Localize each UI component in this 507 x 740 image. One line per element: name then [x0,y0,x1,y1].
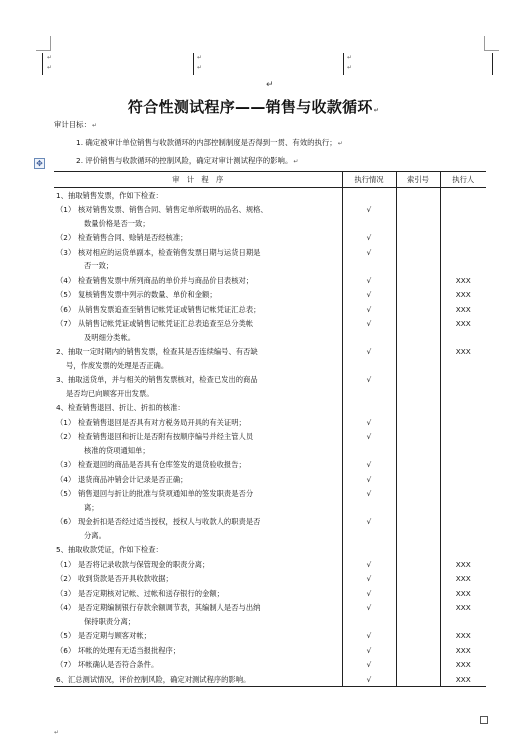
procedure-number: （5） [56,631,76,640]
procedure-line: 数量价格是否一致； [84,218,150,228]
procedure-line: 6、汇总测试情况，评价控制风险，确定对测试程序的影响。 [56,674,251,684]
paragraph-mark: ↵ [91,122,97,129]
executor-cell: XXX [440,586,486,601]
table-row [54,187,486,202]
procedure-line: 离； [84,502,99,512]
executor-cell: XXX [440,628,486,643]
executor-cell [440,400,486,415]
procedure-line [56,629,340,643]
table-row [54,557,486,572]
table-row [54,643,486,658]
audit-procedure-table [54,171,486,687]
procedure-number: （7） [56,319,76,328]
procedure-line [56,274,340,288]
table-row [54,429,486,457]
procedure-line: 及明细分类帐。 [84,332,136,342]
procedure-number: （3） [56,460,76,469]
index-cell [396,657,440,672]
executor-cell [440,187,486,202]
procedure-line [56,658,340,672]
execution-cell: √ [342,316,396,344]
procedure-cell [54,372,342,400]
execution-cell: √ [342,628,396,643]
header-execution: 执行情况 [342,172,396,188]
procedure-line [56,601,340,615]
audit-goal-1 [76,137,343,148]
procedure-number: （6） [56,517,76,526]
procedure-cell [54,486,342,514]
executor-cell [440,202,486,230]
execution-cell: √ [342,643,396,658]
procedure-text: 从销售记帐凭证或销售记帐凭证汇总表追查至总分类帐 [78,319,254,328]
execution-cell: √ [342,344,396,372]
index-cell [396,245,440,273]
procedure-line [56,515,340,529]
execution-cell [342,187,396,202]
executor-cell: XXX [440,557,486,572]
executor-cell [440,486,486,514]
procedure-cell [54,187,342,202]
procedure-cell [54,557,342,572]
table-row [54,571,486,586]
procedure-cell [54,400,342,415]
executor-cell: XXX [440,672,486,687]
procedure-line [56,317,340,331]
execution-cell: √ [342,557,396,572]
procedure-cell [54,344,342,372]
table-row [54,316,486,344]
index-cell [396,202,440,230]
cell-mark: ↵ [197,54,203,61]
procedure-number: （4） [56,275,76,285]
table-header-row [54,172,486,188]
procedure-number: （2） [56,233,76,242]
executor-cell: XXX [440,657,486,672]
table-row [54,202,486,230]
index-cell [396,316,440,344]
executor-cell [440,542,486,557]
procedure-text: 检查销售退回是否具有对方税务局开具的有关证明； [78,417,246,427]
procedure-cell [54,514,342,542]
audit-goal-label [54,119,97,130]
index-cell [396,586,440,601]
table-row [54,372,486,400]
table-row [54,628,486,643]
index-cell [396,302,440,317]
procedure-line [56,288,340,302]
procedure-text: 检查销售合同、赊销是否经核准； [78,233,188,242]
executor-cell: XXX [440,643,486,658]
procedure-number: （3） [56,588,76,598]
procedure-line [56,246,340,260]
procedure-number: （2） [56,574,76,583]
cell-mark: ↵ [197,64,203,71]
procedure-number: （5） [56,290,76,299]
procedure-text: 收到货款是否开具收款收据； [78,574,173,583]
audit-goal-2-text: 2. 评价销售与收款循环的控制风险，确定对审计测试程序的影响。 [76,156,293,165]
audit-goal-2 [76,155,298,166]
executor-cell [440,472,486,487]
table-row [54,486,486,514]
procedure-text: 坏帐确认是否符合条件。 [78,660,159,669]
index-cell [396,400,440,415]
index-cell [396,628,440,643]
procedure-text: 核对相应的运货单副本，检查销售发票日期与运货日期是 [78,247,261,257]
index-cell [396,472,440,487]
execution-cell: √ [342,472,396,487]
table-row [54,415,486,430]
execution-cell: √ [342,273,396,288]
index-cell [396,372,440,400]
header-divider [343,53,344,75]
table-row [54,287,486,302]
procedure-text: 从销售发票追查至销售记帐凭证或销售记帐凭证汇总表； [78,304,261,314]
procedure-cell [54,657,342,672]
procedure-line: 是否均已向顾客开出发票。 [66,388,154,398]
procedure-line: 保持职责分离； [84,616,136,626]
procedure-text: 退货商品冲销会计记录是否正确； [78,474,188,484]
procedure-text: 复核销售发票中列示的数量、单价和金额； [78,290,217,299]
procedure-line: 核准的贷项通知单； [84,445,150,455]
paragraph-mark: ↵ [54,729,60,736]
procedure-cell [54,429,342,457]
execution-cell [342,542,396,557]
procedure-cell [54,302,342,317]
procedure-cell [54,202,342,230]
procedure-text: 现金折扣是否经过适当授权，授权人与收款人的职责是否 [78,517,261,526]
procedure-line: 2、抽取一定时期内的销售发票，检查其是否连续编号、有否缺 [56,347,258,356]
execution-cell: √ [342,672,396,687]
table-row [54,457,486,472]
execution-cell: √ [342,245,396,273]
procedure-text: 检查退回的商品是否具有仓库签发的退货验收报告； [78,460,246,469]
procedure-line [56,416,340,430]
procedure-line: 否一致； [84,261,114,270]
procedure-line [56,558,340,572]
executor-cell [440,457,486,472]
header-procedure: 审 计 程 序 [54,172,342,188]
procedure-number: （6） [56,304,76,314]
procedure-cell [54,472,342,487]
executor-cell: XXX [440,316,486,344]
execution-cell: √ [342,287,396,302]
end-of-cell-mark [480,716,488,724]
procedure-number: （5） [56,489,76,498]
executor-cell [440,514,486,542]
index-cell [396,429,440,457]
audit-goal-label-text: 审计目标： [54,120,91,129]
procedure-line [56,473,340,487]
procedure-cell [54,415,342,430]
procedure-number: （7） [56,660,76,669]
procedure-cell [54,273,342,288]
execution-cell: √ [342,415,396,430]
execution-cell: √ [342,302,396,317]
table-row [54,586,486,601]
executor-cell [440,230,486,245]
table-row [54,514,486,542]
procedure-text: 坏帐的处理有无适当报批程序； [78,645,181,655]
execution-cell: √ [342,514,396,542]
index-cell [396,273,440,288]
execution-cell [342,400,396,415]
procedure-number: （4） [56,603,76,612]
procedure-text: 核对销售发票、销售合同、销售定单所载明的品名、规格、 [78,205,268,214]
executor-cell [440,415,486,430]
procedure-cell [54,600,342,628]
crop-mark-top-left [36,36,51,51]
procedure-line [56,203,340,217]
execution-cell: √ [342,657,396,672]
page-title-text: 符合性测试程序——销售与收款循环 [127,98,373,116]
index-cell [396,643,440,658]
index-cell [396,672,440,687]
execution-cell: √ [342,202,396,230]
cell-mark: ↵ [347,54,353,61]
procedure-text: 是否定期与顾客对帐； [78,631,151,640]
executor-cell: XXX [440,344,486,372]
index-cell [396,415,440,430]
header-index: 索引号 [396,172,440,188]
execution-cell: √ [342,600,396,628]
paragraph-mark: ↵ [266,80,274,90]
procedure-line [56,303,340,317]
procedure-line [56,430,340,444]
procedure-cell [54,542,342,557]
procedure-text: 检查销售发票中所列商品的单价并与商品价目表核对； [78,275,254,285]
table-move-handle-icon[interactable]: ✥ [34,158,45,169]
index-cell [396,187,440,202]
executor-cell: XXX [440,600,486,628]
table-row [54,302,486,317]
executor-cell [440,372,486,400]
page-title [0,96,507,117]
index-cell [396,486,440,514]
procedure-line [56,587,340,601]
executor-cell: XXX [440,571,486,586]
procedure-cell [54,316,342,344]
index-cell [396,571,440,586]
cell-mark: ↵ [47,64,53,71]
executor-cell [440,245,486,273]
procedure-text: 检查销售退回和折让是否附有按顺序编号并经主管人员 [78,432,254,441]
execution-cell: √ [342,571,396,586]
execution-cell: √ [342,230,396,245]
table-body [54,187,486,687]
execution-cell: √ [342,486,396,514]
index-cell [396,557,440,572]
cell-mark: ↵ [347,64,353,71]
procedure-number: （1） [56,205,76,214]
index-cell [396,230,440,245]
index-cell [396,344,440,372]
procedure-number: （2） [56,432,76,441]
index-cell [396,600,440,628]
cell-mark: ↵ [47,54,53,61]
executor-cell: XXX [440,302,486,317]
procedure-cell [54,643,342,658]
index-cell [396,457,440,472]
procedure-line: 3、抽取送货单，并与相关的销售发票核对，检查已发出的商品 [56,375,258,384]
paragraph-mark: ↵ [337,140,343,147]
procedure-line: 号，作废发票的处理是否正确。 [66,360,169,370]
procedure-line [56,231,340,245]
procedure-text: 是否定期编制银行存款余额调节表，其编制人是否与出纳 [78,603,261,612]
header-table [42,53,493,75]
execution-cell: √ [342,372,396,400]
table-row [54,542,486,557]
procedure-cell [54,230,342,245]
execution-cell: √ [342,457,396,472]
execution-cell: √ [342,586,396,601]
procedure-line [56,572,340,586]
index-cell [396,542,440,557]
table-row [54,230,486,245]
procedure-text: 销售退回与折让的批准与贷项通知单的签发职责是否分 [78,489,254,498]
procedure-number: （6） [56,645,76,655]
table-row [54,600,486,628]
procedure-number: （3） [56,247,76,257]
execution-cell: √ [342,429,396,457]
procedure-cell [54,245,342,273]
table-row [54,472,486,487]
header-divider [193,53,194,75]
procedure-cell [54,672,342,687]
procedure-cell [54,571,342,586]
table-row [54,344,486,372]
header-executor: 执行人 [440,172,486,188]
procedure-line [56,487,340,501]
procedure-cell [54,457,342,472]
procedure-cell [54,287,342,302]
procedure-number: （4） [56,474,76,484]
procedure-line [56,458,340,472]
procedure-cell [54,586,342,601]
table-row [54,273,486,288]
index-cell [396,287,440,302]
audit-goal-1-text: 1. 确定被审计单位销售与收款循环的内部控制制度是否得到一贯、有效的执行； [76,138,337,147]
executor-cell: XXX [440,287,486,302]
crop-mark-top-right [484,36,499,51]
procedure-number: （1） [56,559,76,569]
procedure-line [56,644,340,658]
index-cell [396,514,440,542]
procedure-line: 5、抽取收款凭证，作如下检查： [56,545,163,554]
paragraph-mark: ↵ [373,107,380,114]
table-row [54,672,486,687]
table-row [54,400,486,415]
executor-cell [440,429,486,457]
procedure-cell [54,628,342,643]
procedure-line: 4、检查销售退回、折让、折扣的核准： [56,403,185,412]
paragraph-mark: ↵ [293,158,299,165]
procedure-text: 是否将记录收款与保管现金的职责分离； [78,559,210,569]
executor-cell: XXX [440,273,486,288]
procedure-line: 分离。 [84,530,106,540]
table-row [54,245,486,273]
procedure-number: （1） [56,417,76,427]
table-row [54,657,486,672]
procedure-line: 1、抽取销售发票，作如下检查： [56,190,163,200]
procedure-text: 是否定期核对记帐、过帐和送存银行的金额； [78,588,224,598]
